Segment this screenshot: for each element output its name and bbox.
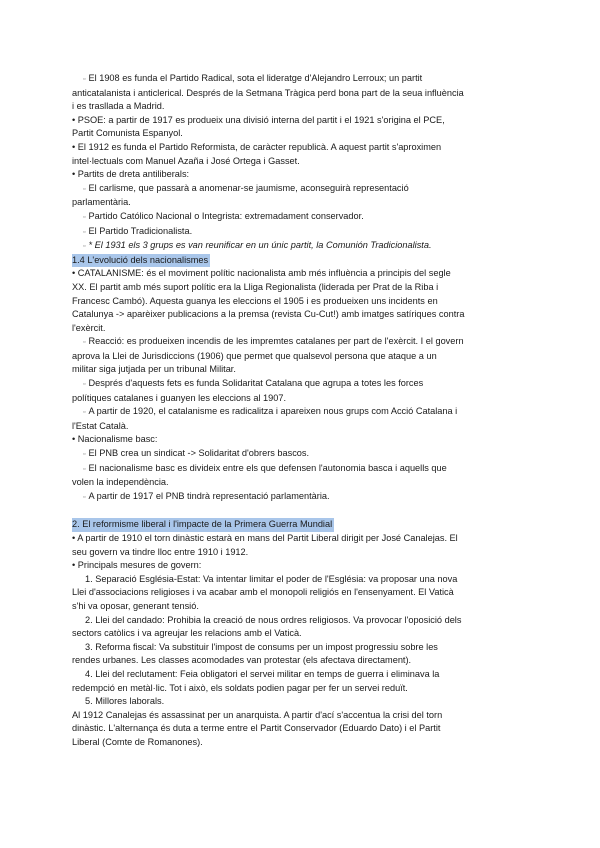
list-item: ▫ El PNB crea un sindicat -> Solidaritat d'obrers bascos. (83, 448, 310, 459)
numbered-item: 5. Millores laborals. (85, 696, 165, 707)
list-item: ▫ El nacionalisme basc es divideix entre els que defensen l'autonomia basca i aquells que (83, 462, 447, 473)
paragraph: Liberal (Comte de Romanones). (72, 736, 203, 747)
list-item: ▫ A partir de 1917 el PNB tindrà representació parlamentària. (83, 490, 330, 501)
list-item: ▫ Reacció: es produeixen incendis de les impremtes catalanes per part de l'exèrcit. I el govern (83, 336, 464, 347)
paragraph: • Principals mesures de govern: (72, 560, 202, 571)
square-bullet-icon: ▫ (83, 185, 86, 193)
list-item: ▫ El carlisme, que passarà a anomenar-se jaumisme, aconseguirà representació (83, 182, 409, 193)
paragraph: • PSOE: a partir de 1917 es produeix una divisió interna del partit i el 1921 s'origina el PCE, (72, 114, 445, 125)
square-bullet-icon: ▫ (83, 381, 86, 389)
paragraph: Al 1912 Canalejas és assassinat per un anarquista. A partir d'ací s'accentua la crisi del torn (72, 709, 443, 720)
numbered-item: 4. Llei del reclutament: Feia obligatori el servei militar en temps de guerra i eliminava la (85, 668, 440, 679)
paragraph: l'Estat Català. (72, 420, 129, 431)
square-bullet-icon: ▫ (83, 243, 86, 251)
paragraph: parlamentària. (72, 197, 131, 208)
numbered-item: 2. Llei del candado: Prohibia la creació de nous ordres religiosos. Va provocar l'oposició dels (85, 614, 462, 625)
paragraph: volen la independència. (72, 477, 169, 488)
paragraph: dinàstic. L'alternança és duta a terme entre el Partit Conservador (Eduardo Dato) i el Partit (72, 723, 441, 734)
paragraph: Partit Comunista Espanyol. (72, 128, 183, 139)
square-bullet-icon: ▫ (83, 228, 86, 236)
list-item: ▫ A partir de 1920, el catalanisme es radicalitza i apareixen nous grups com Acció Catalana i (83, 406, 458, 417)
paragraph: • CATALANISME: és el moviment polític nacionalista amb més influència a principis del segle (72, 268, 451, 279)
paragraph: • Nacionalisme basc: (72, 434, 158, 445)
document-body (72, 72, 530, 750)
list-item-note: ▫ * El 1931 els 3 grups es van reunificar en un únic partit, la Comunión Tradicionalista. (83, 240, 432, 251)
numbered-item: 3. Reforma fiscal: Va substituir l'impost de consums per un impost progressiu sobre les (85, 641, 438, 652)
paragraph: XX. El partit amb més suport polític era la Lliga Regionalista (liderada per Prat de la Riba i (72, 281, 439, 292)
section-heading: 2. El reformisme liberal i l'impacte de la Primera Guerra Mundial (72, 504, 530, 532)
list-item: ▫ Després d'aquests fets es funda Solidaritat Catalana que agrupa a totes les forces (83, 378, 424, 389)
paragraph: i es trasllada a Madrid. (72, 101, 165, 112)
paragraph: ▫ El 1908 es funda el Partido Radical, sota el lideratge d'Alejandro Lerroux; un partit (83, 73, 423, 83)
paragraph: Catalunya -> aparèixer publicacions a la premsa (revista Cu-Cut!) amb imatges satíriques contra (72, 309, 465, 320)
numbered-item: 1. Separació Església-Estat: Va intentar limitar el poder de l'Església: va proposar una nova (85, 573, 458, 584)
list-item: ▫ El Partido Tradicionalista. (83, 225, 193, 236)
paragraph: s'hi va oposar, generant tensió. (72, 600, 199, 611)
paragraph: redempció en metàl·lic. Tot i això, els soldats podien pagar per fer un servei reduït. (72, 682, 408, 693)
paragraph: • El 1912 es funda el Partido Reformista, de caràcter republicà. A aquest partit s'aproximen (72, 141, 442, 152)
paragraph: polítiques catalanes i guanyen les eleccions al 1907. (72, 392, 287, 403)
square-bullet-icon: ▫ (83, 409, 86, 417)
paragraph: intel·lectuals com Manuel Azaña i José Ortega i Gasset. (72, 155, 300, 166)
list-item: ▫ Partido Católico Nacional o Integrista: extremadament conservador. (83, 210, 364, 221)
paragraph: anticatalanista i anticlerical. Després de la Setmana Tràgica perd bona part de la seua influència (72, 87, 464, 98)
square-bullet-icon: ▫ (83, 76, 86, 83)
square-bullet-icon: ▫ (83, 339, 86, 347)
paragraph: Llei d'associacions religioses i va acabar amb el monopoli religiós en l'ensenyament. El Vaticà (72, 587, 454, 598)
paragraph: sectors catòlics i va agreujar les relacions amb el Vaticà. (72, 628, 302, 639)
section-heading: 1.4 L'evolució dels nacionalismes (72, 254, 530, 268)
paragraph: seu govern va tindre lloc entre 1910 i 1912. (72, 546, 249, 557)
paragraph: l'exèrcit. (72, 322, 106, 333)
square-bullet-icon: ▫ (83, 493, 86, 501)
paragraph: • A partir de 1910 el torn dinàstic estarà en mans del Partit Liberal dirigit per José Canalejas. El (72, 533, 458, 543)
square-bullet-icon: ▫ (83, 213, 86, 221)
paragraph: aprova la Llei de Jurisdiccions (1906) que permet que qualsevol persona que ataque a un (72, 350, 437, 361)
square-bullet-icon: ▫ (83, 451, 86, 459)
paragraph: Francesc Cambó). Aquesta guanya les eleccions el 1905 i es produeixen uns incidents en (72, 295, 438, 306)
square-bullet-icon: ▫ (83, 465, 86, 473)
paragraph: • Partits de dreta antiliberals: (72, 169, 190, 180)
paragraph: militar siga jutjada per un tribunal Militar. (72, 364, 236, 375)
paragraph: rendes urbanes. Les classes acomodades van protestar (els afectava directament). (72, 655, 412, 666)
